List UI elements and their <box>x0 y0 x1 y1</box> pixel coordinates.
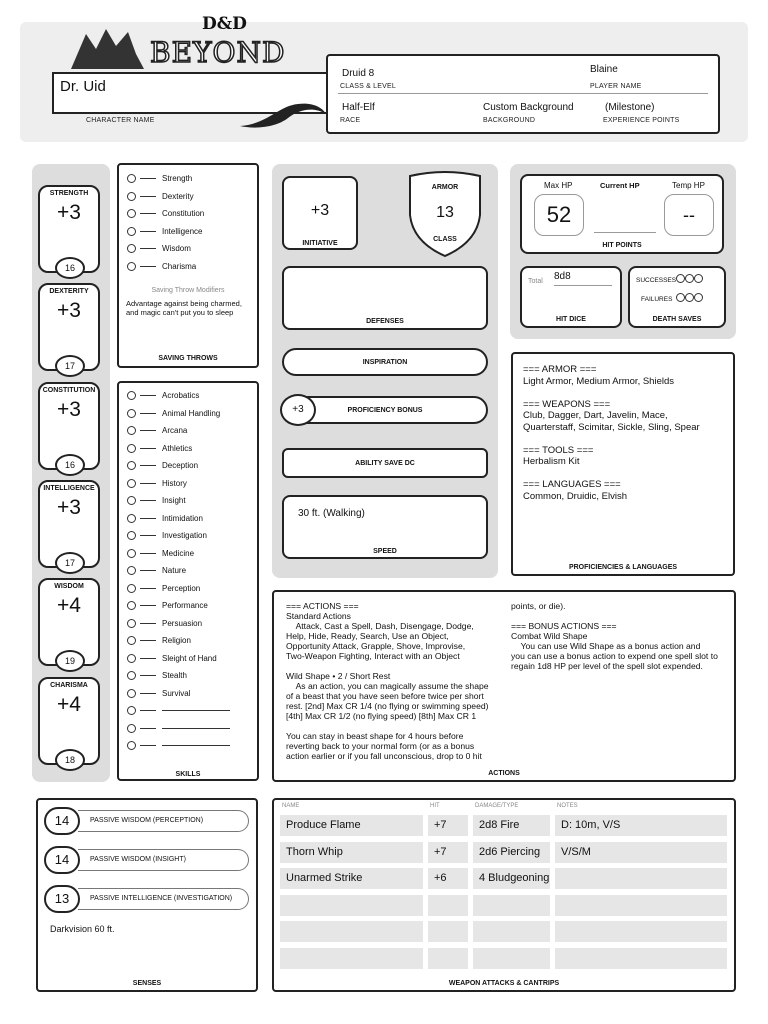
skill-name: Deception <box>162 461 199 471</box>
skill-row[interactable] <box>127 475 257 493</box>
temp-hp-value[interactable]: -- <box>664 194 714 236</box>
skill-mod-blank <box>140 570 156 571</box>
skill-row-empty[interactable] <box>127 737 257 755</box>
hit-dice-label: HIT DICE <box>556 316 586 323</box>
ability-modifier[interactable]: +3 <box>57 495 81 519</box>
current-hp-field[interactable] <box>594 232 656 233</box>
proficiency-dot[interactable] <box>127 741 136 750</box>
senses-extra: Darkvision 60 ft. <box>50 924 115 934</box>
attack-header: NOTES <box>557 803 578 809</box>
ability-name: STRENGTH <box>49 190 89 197</box>
skill-name: Persuasion <box>162 618 203 628</box>
proficiency-dot[interactable] <box>127 262 136 271</box>
failures-label: FAILURES <box>641 296 673 303</box>
save-dc-label: ABILITY SAVE DC <box>355 460 415 467</box>
skill-name: Survival <box>162 688 191 698</box>
skill-name: Intimidation <box>162 513 203 523</box>
proficiency-dot[interactable] <box>127 549 136 558</box>
passive-value[interactable]: 14 <box>44 846 80 874</box>
passive-sense <box>44 846 249 874</box>
skill-name: Medicine <box>162 548 195 558</box>
attack-header: DAMAGE/TYPE <box>475 803 519 809</box>
attack-cell[interactable]: 4 Bludgeoning <box>473 868 550 889</box>
armor-top-label: ARMOR <box>431 184 459 191</box>
passive-value[interactable]: 14 <box>44 807 80 835</box>
ability-name: DEXTERITY <box>49 288 89 296</box>
proficiency-dot[interactable] <box>127 531 136 540</box>
defenses-box <box>282 266 488 330</box>
proficiency-dot[interactable] <box>127 174 136 183</box>
skill-row[interactable] <box>127 422 257 440</box>
save-name: Dexterity <box>162 191 194 201</box>
save-name: Strength <box>162 174 193 184</box>
skill-mod-blank <box>140 413 156 414</box>
proficiency-dot[interactable] <box>127 636 136 645</box>
player-name[interactable]: Blaine <box>590 64 618 75</box>
ability-modifier[interactable]: +4 <box>57 594 81 618</box>
proficiencies-box <box>511 352 735 576</box>
initiative-label: INITIATIVE <box>302 240 338 247</box>
attack-cell[interactable]: Thorn Whip <box>280 842 423 863</box>
initiative-box <box>282 176 358 250</box>
attack-cell[interactable]: +7 <box>428 842 468 863</box>
armor-bottom-label: CLASS <box>433 236 457 243</box>
attack-cell-empty[interactable] <box>555 895 727 916</box>
attack-cell-empty[interactable] <box>473 895 550 916</box>
skill-name: Nature <box>162 566 187 576</box>
proficiency-dot[interactable] <box>127 192 136 201</box>
armor-class-value[interactable]: 13 <box>436 204 454 221</box>
logo-top: D&D <box>202 14 247 34</box>
save-row[interactable] <box>127 223 257 241</box>
actions-box <box>272 590 736 782</box>
skill-name: Acrobatics <box>162 391 200 401</box>
skill-mod-blank <box>140 588 156 589</box>
save-mod-blank <box>140 248 156 249</box>
temp-hp-label: Temp HP <box>672 181 705 190</box>
save-mod-blank <box>140 178 156 179</box>
skill-mod-blank <box>140 465 156 466</box>
save-row[interactable] <box>127 170 257 188</box>
hit-dice-total-label: Total <box>528 278 543 285</box>
speed-label: SPEED <box>373 548 397 555</box>
skill-row[interactable] <box>127 632 257 650</box>
attack-header: NAME <box>282 803 300 809</box>
skill-row[interactable] <box>127 562 257 580</box>
passive-sense <box>44 885 249 913</box>
skill-row[interactable] <box>127 667 257 685</box>
skills-box <box>117 381 259 781</box>
proficiency-value[interactable]: +3 <box>280 394 316 426</box>
attack-cell[interactable]: +6 <box>428 868 468 889</box>
inspiration-label: INSPIRATION <box>362 359 408 366</box>
skill-mod-blank <box>140 553 156 554</box>
ability-name: WISDOM <box>54 583 84 591</box>
attack-cell[interactable]: 2d6 Piercing <box>473 842 550 863</box>
save-row[interactable] <box>127 258 257 276</box>
actions-col1: === ACTIONS === Standard Actions Attack, Cast a Spell, Dash, Disengage, Dodge, Help, Hide, Ready, Search, Use an Object, Opportunity Attack, Grapple, Shove, Improvise, Two-Weapon Fighting, Interact with an Object Wild Shape • 2 / Short Rest As an action, you can magically assume the shape of a beast that you have seen before twice per short rest. [2nd] Max CR 1/4 (no flying or swimming speed) [4th] Max CR 1/2 (no flying speed) [8th] Max CR 1 You can stay in beast shape for 4 hours before reverting back to your normal form (or as a bonus action earlier or if you fall unconscious, drop to 0 hit <box>286 601 489 761</box>
attack-cell-empty[interactable] <box>280 895 423 916</box>
skill-mod-blank <box>140 535 156 536</box>
ability-constitution <box>38 382 100 470</box>
skill-mod-blank <box>140 518 156 519</box>
skill-row[interactable] <box>127 440 257 458</box>
proficiency-dot[interactable] <box>127 444 136 453</box>
attack-cell-empty[interactable] <box>555 921 727 942</box>
attack-cell-empty[interactable] <box>473 948 550 969</box>
attack-cell-empty[interactable] <box>428 948 468 969</box>
save-dc-bar <box>282 448 488 478</box>
skill-mod-blank <box>140 658 156 659</box>
skill-row[interactable] <box>127 545 257 563</box>
skill-name: Insight <box>162 496 186 506</box>
passive-label: PASSIVE WISDOM (INSIGHT) <box>78 849 249 871</box>
attack-header: HIT <box>430 803 440 809</box>
proficiency-dot[interactable] <box>127 496 136 505</box>
race-label: RACE <box>340 117 361 124</box>
proficiency-dot[interactable] <box>127 619 136 628</box>
skill-name: Investigation <box>162 531 207 541</box>
initiative-value[interactable]: +3 <box>310 202 330 219</box>
ability-charisma <box>38 677 100 765</box>
skill-mod-blank <box>140 395 156 396</box>
save-row[interactable] <box>127 205 257 223</box>
skill-row[interactable] <box>127 492 257 510</box>
attack-cell-empty[interactable] <box>428 921 468 942</box>
ability-name: INTELLIGENCE <box>43 484 95 492</box>
background-label: BACKGROUND <box>483 117 536 124</box>
ability-score[interactable]: 17 <box>55 355 85 377</box>
attack-cell[interactable]: Produce Flame <box>280 815 423 836</box>
proficiency-dot[interactable] <box>127 689 136 698</box>
proficiencies-text: === ARMOR === Light Armor, Medium Armor, Shields === WEAPONS === Club, Dagger, Dart, Javelin, Mace, Quarterstaff, Scimitar, Sickle, Sling, Spear === TOOLS === Herbalism Kit === LANGUAGES === Common, Druidic, Elvish <box>523 364 700 502</box>
skill-name: Stealth <box>162 671 187 681</box>
save-name: Intelligence <box>162 226 203 236</box>
skill-mod-blank <box>140 430 156 431</box>
ability-score[interactable]: 16 <box>55 257 85 279</box>
skill-row[interactable] <box>127 597 257 615</box>
proficiency-dot[interactable] <box>127 654 136 663</box>
skill-mod-blank <box>140 605 156 606</box>
logo-main: BEYOND <box>150 36 286 69</box>
header-divider <box>338 93 708 94</box>
experience[interactable]: (Milestone) <box>605 102 655 113</box>
proficiency-dot[interactable] <box>127 584 136 593</box>
actions-col2: points, or die). === BONUS ACTIONS === Combat Wild Shape You can use Wild Shape as a bonus action and you can use a bonus action to expend one spell slot to regain 1d8 HP per level of the spell slot expended. <box>511 601 718 671</box>
passive-label: PASSIVE INTELLIGENCE (INVESTIGATION) <box>78 888 249 910</box>
save-modifiers-label: Saving Throw Modifiers <box>151 287 225 294</box>
actions-title: ACTIONS <box>488 770 520 777</box>
ability-name: CONSTITUTION <box>42 386 96 394</box>
skill-mod-blank <box>140 623 156 624</box>
ability-modifier[interactable]: +3 <box>57 397 81 421</box>
inspiration-bar[interactable] <box>282 348 488 376</box>
dragon-logo-icon <box>66 24 146 74</box>
proficiency-dot[interactable] <box>127 706 136 715</box>
proficiency-dot[interactable] <box>127 724 136 733</box>
skill-name: Athletics <box>162 443 193 453</box>
skill-row[interactable] <box>127 650 257 668</box>
skill-row[interactable] <box>127 685 257 703</box>
save-name: Constitution <box>162 209 205 219</box>
passive-value[interactable]: 13 <box>44 885 80 913</box>
character-name[interactable]: Dr. Uid <box>60 78 106 95</box>
attack-cell-empty[interactable] <box>280 921 423 942</box>
proficiency-dot[interactable] <box>127 391 136 400</box>
defenses-label: DEFENSES <box>366 318 404 325</box>
passive-sense <box>44 807 249 835</box>
proficiency-dot[interactable] <box>127 244 136 253</box>
proficiency-dot[interactable] <box>127 479 136 488</box>
skill-name: Performance <box>162 601 208 611</box>
skill-row-empty[interactable] <box>127 702 257 720</box>
ability-wisdom <box>38 578 100 666</box>
class-level-label: CLASS & LEVEL <box>340 83 396 90</box>
skill-name: Sleight of Hand <box>162 653 217 663</box>
skill-name-blank <box>162 710 230 711</box>
proficiency-dot[interactable] <box>127 426 136 435</box>
character-name-label: CHARACTER NAME <box>86 117 155 124</box>
skill-mod-blank <box>140 448 156 449</box>
attack-cell[interactable]: +7 <box>428 815 468 836</box>
speed-box <box>282 495 488 559</box>
proficiencies-title: PROFICIENCIES & LANGUAGES <box>568 564 678 571</box>
skill-mod-blank <box>140 728 156 729</box>
save-mod-blank <box>140 213 156 214</box>
proficiency-dot[interactable] <box>127 461 136 470</box>
ability-name: CHARISMA <box>50 681 88 689</box>
attack-cell-empty[interactable] <box>428 895 468 916</box>
skill-name-blank <box>162 728 230 729</box>
speed-value[interactable]: 30 ft. (Walking) <box>298 508 365 519</box>
ability-modifier[interactable]: +4 <box>57 692 81 716</box>
saves-list <box>127 170 257 275</box>
passive-label: PASSIVE WISDOM (PERCEPTION) <box>78 810 249 832</box>
skill-row[interactable] <box>127 387 257 405</box>
hit-dice-box <box>520 266 622 328</box>
skill-mod-blank <box>140 693 156 694</box>
skill-name: Perception <box>162 583 201 593</box>
attack-cell[interactable] <box>555 868 727 889</box>
player-name-label: PLAYER NAME <box>590 83 642 90</box>
background[interactable]: Custom Background <box>483 102 574 113</box>
attacks-title: WEAPON ATTACKS & CANTRIPS <box>448 980 560 987</box>
skills-title: SKILLS <box>175 771 201 778</box>
attack-cell[interactable]: 2d8 Fire <box>473 815 550 836</box>
skill-mod-blank <box>140 675 156 676</box>
skill-row[interactable] <box>127 527 257 545</box>
ability-dexterity <box>38 283 100 371</box>
skill-row[interactable] <box>127 615 257 633</box>
ability-intelligence <box>38 480 100 568</box>
class-level[interactable]: Druid 8 <box>342 68 375 79</box>
hit-points-box <box>520 174 724 254</box>
proficiency-dot[interactable] <box>127 671 136 680</box>
attack-cell-empty[interactable] <box>555 948 727 969</box>
proficiency-label: PROFICIENCY BONUS <box>347 407 423 414</box>
skill-row[interactable] <box>127 457 257 475</box>
hit-points-title: HIT POINTS <box>602 242 642 249</box>
skill-row[interactable] <box>127 580 257 598</box>
failure-checks[interactable] <box>676 293 703 302</box>
skill-mod-blank <box>140 710 156 711</box>
skill-mod-blank <box>140 483 156 484</box>
attack-cell-empty[interactable] <box>280 948 423 969</box>
skill-row[interactable] <box>127 405 257 423</box>
saving-throws-title: SAVING THROWS <box>158 355 218 362</box>
attack-cell[interactable]: Unarmed Strike <box>280 868 423 889</box>
attack-cell[interactable]: D: 10m, V/S <box>555 815 727 836</box>
skill-name: History <box>162 478 187 488</box>
skill-mod-blank <box>140 500 156 501</box>
skill-row-empty[interactable] <box>127 720 257 738</box>
save-name: Wisdom <box>162 244 191 254</box>
successes-label: SUCCESSES <box>636 277 677 284</box>
swirl-icon <box>238 96 328 130</box>
ability-score[interactable]: 16 <box>55 454 85 476</box>
attack-cell[interactable]: V/S/M <box>555 842 727 863</box>
max-hp-value[interactable]: 52 <box>534 194 584 236</box>
hit-dice-value[interactable]: 8d8 <box>554 271 612 286</box>
ability-modifier[interactable]: +3 <box>57 201 81 224</box>
current-hp-label: Current HP <box>600 181 640 190</box>
proficiency-dot[interactable] <box>127 566 136 575</box>
skill-name: Arcana <box>162 426 188 436</box>
proficiency-dot[interactable] <box>127 209 136 218</box>
attack-cell-empty[interactable] <box>473 921 550 942</box>
success-checks[interactable] <box>676 274 703 283</box>
max-hp-label: Max HP <box>544 181 573 190</box>
skill-name: Religion <box>162 636 191 646</box>
skills-list <box>127 387 257 755</box>
proficiency-dot[interactable] <box>127 409 136 418</box>
save-mod-blank <box>140 266 156 267</box>
skill-name: Animal Handling <box>162 408 221 418</box>
save-mod-blank <box>140 231 156 232</box>
save-name: Charisma <box>162 261 197 271</box>
skill-name-blank <box>162 745 230 746</box>
proficiency-dot[interactable] <box>127 227 136 236</box>
senses-title: SENSES <box>132 980 162 987</box>
skill-row[interactable] <box>127 510 257 528</box>
death-saves-box <box>628 266 726 328</box>
save-mod-blank <box>140 196 156 197</box>
proficiency-dot[interactable] <box>127 514 136 523</box>
save-note: Advantage against being charmed, and magic can't put you to sleep <box>126 299 242 317</box>
skill-mod-blank <box>140 640 156 641</box>
proficiency-dot[interactable] <box>127 601 136 610</box>
ability-score[interactable]: 17 <box>55 552 85 574</box>
ability-modifier[interactable]: +3 <box>57 299 81 323</box>
ability-score[interactable]: 18 <box>55 749 85 771</box>
death-saves-label: DEATH SAVES <box>652 316 702 323</box>
skill-mod-blank <box>140 745 156 746</box>
race[interactable]: Half-Elf <box>342 102 375 113</box>
ability-score[interactable]: 19 <box>55 650 85 672</box>
save-row[interactable] <box>127 240 257 258</box>
save-row[interactable] <box>127 188 257 206</box>
ability-strength <box>38 185 100 273</box>
experience-label: EXPERIENCE POINTS <box>603 117 680 124</box>
saving-throws-box <box>117 163 259 368</box>
